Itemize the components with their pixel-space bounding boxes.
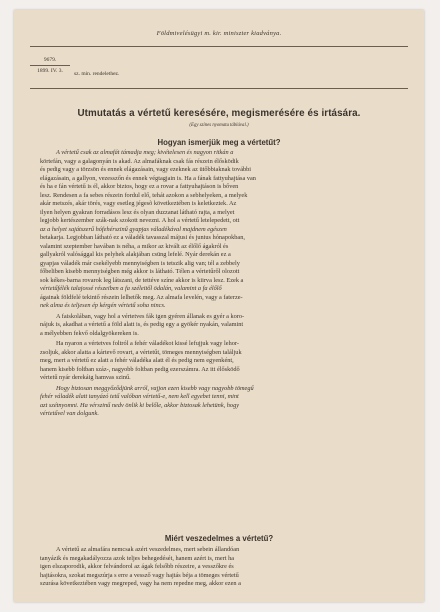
text-line: vértetűfélék talajossé részeiben a fa széleitől ödalán, valamint a fa élőlő: [40, 285, 222, 292]
document-number-block: [30, 58, 70, 74]
text-line: A vértetű csak az almafát támadja meg; kivételesen és nagyon ritkán a: [56, 149, 234, 156]
text-line: nek alma és teljesen ép kérgén vértetű soha nincs.: [40, 302, 166, 309]
text-line: A vértetű az almafára nemcsak azért veszedelmes, mert sebein állandóan: [56, 546, 240, 553]
text-line: hajtásokra, szokat megszúrja s erre a vessző vagy hajtás béja a tömeges vértetű: [40, 571, 239, 579]
section-heading-danger: Miért veszedelmes a vértetű?: [164, 534, 274, 543]
text-line: tanyázik és megakadályozza azok teljes behegedését, hanem azért is, mert ha: [40, 554, 235, 562]
text-line: és ha e fán vértetű is él, akkor biztos, hogy ez a rovar a fattyuhajtáson is bőven: [40, 183, 239, 190]
text-line: betakarja. Legjobban látható ez a váladék tavasszal májusi és junius hónapokban,: [40, 234, 245, 241]
text-line: gallyakról valósággal kis pelyhek alakjában csüng lefelé. Nyár derekán ez a: [40, 251, 231, 258]
section-body-danger: [40, 546, 403, 589]
text-line: Hogy biztosan meggyőződjünk arról, vajjon ezen kisebb vagy nagyobb tömegű: [56, 384, 254, 392]
text-line: azt szétnyomni. Ha vérszinű nedv önlik ki belőle, akkor biztosak lehetünk, hogy: [40, 401, 240, 409]
text-line: vértetűvel van dolgunk.: [40, 410, 99, 417]
text-line: ágainak földfelé tekintő részein lelhetők meg. Az almafa levelén, vagy a faterze-: [40, 293, 243, 301]
text-line: elágazásain, a gallyon, vezesszőn és ennek végtagjain is. Ha a fának fattyuhajtása van: [40, 174, 256, 182]
text-line: ilyen helyen gyakran forradásos lesz és olyan duzzanat látható rajta, a melyet: [40, 208, 235, 216]
text-line: Ha nyaron a vértetves foltról a fehér váladékot kissé lefujjuk vagy lehor-: [56, 340, 239, 347]
text-line: lesz. Rendesen a fa sebes részein fordul elő, tehát azokon a sebhelyeken, a melyek: [40, 191, 248, 199]
page-title: Utmutatás a vértetű keresésére, megismerésére és irtására.: [77, 108, 361, 119]
text-line: fehér váladék alatt tanyázó tetű valóban vértetű-e, nem kell egyebet tenni, mint: [40, 393, 239, 400]
text-line: akár metszés, akár törés, vagy esetleg jégesõ következtében is keletkeztek. Az: [40, 200, 237, 207]
text-line: nájuk is, akadhat a vértetű a föld alatt is, és pedig egy a gyökér nyakán, valamint: [40, 321, 244, 328]
text-line: meg, mert a vértetű ez alatt a fehér váladéka alatt él és pedig nem egyenként,: [40, 357, 234, 364]
text-line: gyapjas váladék már csekélyebb mennyiségben is tetszik alig van; tél a zebbely: [40, 259, 240, 267]
text-line: körtefán, vagy a galagonyán is akad. Az almafáknak csak fás részein élősködik: [40, 157, 239, 165]
document-date: 1899. IV. 3.: [37, 67, 63, 74]
text-line: igen elszaporodik, akkor felvándorol az ágak felsőbb részeire, a vesszőkre és: [40, 563, 234, 570]
header-rule-bottom: [30, 88, 408, 89]
text-line: vértetű nyár derekáig hamvas szinű.: [40, 374, 131, 381]
section-heading-recognition: Hogyan ismerjük meg a vértetűt?: [157, 138, 281, 147]
text-line: szurása következtében vagy megreped, vagy ha nem repedne meg, akkor ezen a: [40, 580, 241, 587]
text-line: valamint szeptember havában is néha, a mikor az kivált az élőlő ágakról és: [40, 242, 229, 250]
text-line: hanem kisebb foltban száz-, nagyobb foltban pedig ezerszámra. Az itt élősködő: [40, 365, 240, 373]
text-line: A faiskolában, vagy hol a vértetves fák igen gyéren állanak es gyér a koro-: [56, 312, 245, 320]
text-line: a mélyebben fekvő oldalgyökereken is.: [40, 329, 139, 337]
text-line: zsoljuk, akkor alatta a kártevő rovart, a vértetűt, tömeges mennyiségben találjuk: [40, 348, 242, 356]
text-line: legjobb kertészember szák-nak szokott nevezni. A hol a vértetű letelepedett, ott: [40, 217, 240, 224]
text-line: és pedig vagy a törzsön és ennek elágazásain, vagy ezeknek az ütőbbiaknak további: [40, 166, 252, 173]
document-reference: sz. min. rendelethez.: [74, 71, 120, 77]
page-subtitle: (Egy színes nyomatu táblával.): [189, 123, 249, 128]
header-rule-top: [30, 46, 408, 47]
publisher-header: Földmivelésügyi m. kir. miniszter kiadványa.: [156, 30, 282, 37]
document-page: [14, 10, 424, 602]
text-line: sok kékes-barna rovarok leg látszani, de tettéve színe akkor is kiirva lesz. Ezek a: [40, 276, 244, 284]
document-number: 9679.: [30, 58, 70, 66]
text-line: főbeliben kisebb mennyiségben még akkor is látható. Télen a vértetűről olozott: [40, 268, 240, 275]
section-body-recognition: [40, 149, 403, 419]
text-line: az a helyet sajátszerű hófehérszinű gyapjas váladékával majdnem egészen: [40, 225, 227, 233]
